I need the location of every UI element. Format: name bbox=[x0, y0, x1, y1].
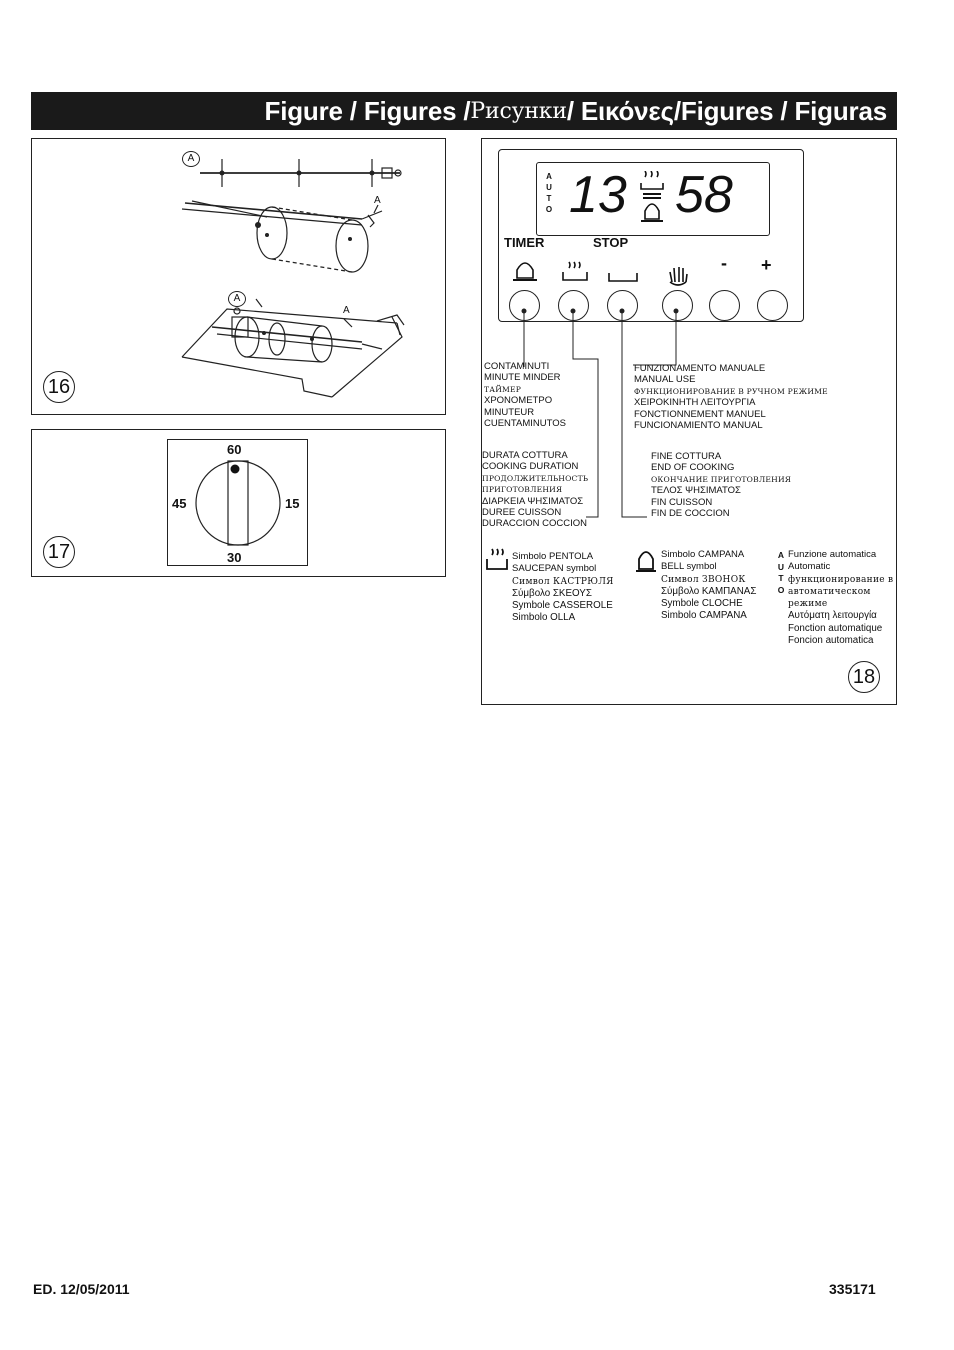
title-part-2: / Εικόνες/Figures / Figuras bbox=[566, 95, 887, 126]
label-a: A bbox=[187, 153, 195, 164]
bell-symbol-icon bbox=[634, 547, 658, 575]
document-code: 335171 bbox=[829, 1281, 876, 1297]
figure-17-panel bbox=[31, 429, 446, 577]
auto-letters: A U T O bbox=[777, 550, 785, 595]
rotisserie-illustration bbox=[32, 139, 444, 413]
dial-mark-15: 15 bbox=[285, 496, 300, 511]
automatic-function-description: Funzione automatica Automatic функционирование в автоматическом режиме Αυτόματη λειτουργία Fonction automatique Foncion automatica bbox=[788, 549, 894, 647]
title-part-1: Figure / Figures / bbox=[264, 95, 471, 126]
timer-label: TIMER bbox=[504, 235, 545, 250]
edition-date: ED. 12/05/2011 bbox=[33, 1281, 130, 1297]
label-a-top-right: A bbox=[374, 195, 381, 206]
title-part-russian: Рисунки bbox=[470, 98, 567, 124]
page-title bbox=[31, 92, 897, 130]
cooking-duration-description: DURATA COTTURA COOKING DURATION ПРОДОЛЖИТЕЛЬНОСТЬ ПРИГОТОВЛЕНИЯ ΔΙΑΡΚΕΙΑ ΨΗΣΙΜΑΤΟΣ DUREE CUISSON DURACCION COCCION bbox=[482, 450, 589, 530]
dial-mark-60: 60 bbox=[227, 442, 242, 457]
minus-label: - bbox=[721, 253, 727, 273]
timer-dial-frame bbox=[167, 439, 308, 566]
saucepan-symbol-description: Simbolo PENTOLA SAUCEPAN symbol Символ КАСТРЮЛЯ Σύμβολο ΣΚΕΟΥΣ Symbole CASSEROLE Simbolo OLLA bbox=[512, 551, 614, 624]
auto-indicator: A U T O bbox=[545, 172, 553, 214]
stop-label: STOP bbox=[593, 235, 629, 250]
dial-mark-45: 45 bbox=[172, 496, 187, 511]
end-of-cooking-description: FINE COTTURA END OF COOKING ОКОНЧАНИЕ ПРИГОТОВЛЕНИЯ ΤΕΛΟΣ ΨΗΣΙΜΑΤΟΣ FIN CUISSON FIN DE COCCION bbox=[651, 451, 792, 520]
bell-symbol-description: Simbolo CAMPANA BELL symbol Символ ЗВОНОК Σύμβολο ΚΑΜΠΑΝΑΣ Symbole CLOCHE Simbolo CAMPANA bbox=[661, 549, 757, 622]
minute-minder-description: CONTAMINUTI MINUTE MINDER ТАЙМЕР ΧΡΟΝΟΜΕΤΡΟ MINUTEUR CUENTAMINUTOS bbox=[484, 361, 566, 430]
manual-use-description: FUNZIONAMENTO MANUALE MANUAL USE ФУНКЦИОНИРОВАНИЕ В РУЧНОМ РЕЖИМЕ ΧΕΙΡΟΚΙΝΗΤΗ ΛΕΙΤΟΥΡΓΙΑ FONCTIONNEMENT MANUEL FUNCIONAMIENTO MANUAL bbox=[634, 363, 828, 432]
plus-label: + bbox=[761, 255, 772, 275]
figure-18-number: 18 bbox=[848, 661, 880, 693]
display-minutes: 58 bbox=[675, 166, 733, 224]
figure-16-panel bbox=[31, 138, 446, 415]
label-a-circle-top bbox=[182, 151, 200, 167]
display-hours: 13 bbox=[569, 166, 627, 224]
saucepan-symbol-icon bbox=[484, 547, 510, 573]
label-a-bottom-right: A bbox=[343, 305, 350, 316]
dial-mark-30: 30 bbox=[227, 550, 242, 565]
figure-16-number: 16 bbox=[43, 371, 75, 403]
figure-17-number: 17 bbox=[43, 536, 75, 568]
label-a-circle-bottom bbox=[228, 291, 246, 307]
label-a: A bbox=[233, 293, 241, 304]
figure-18-panel bbox=[481, 138, 897, 705]
